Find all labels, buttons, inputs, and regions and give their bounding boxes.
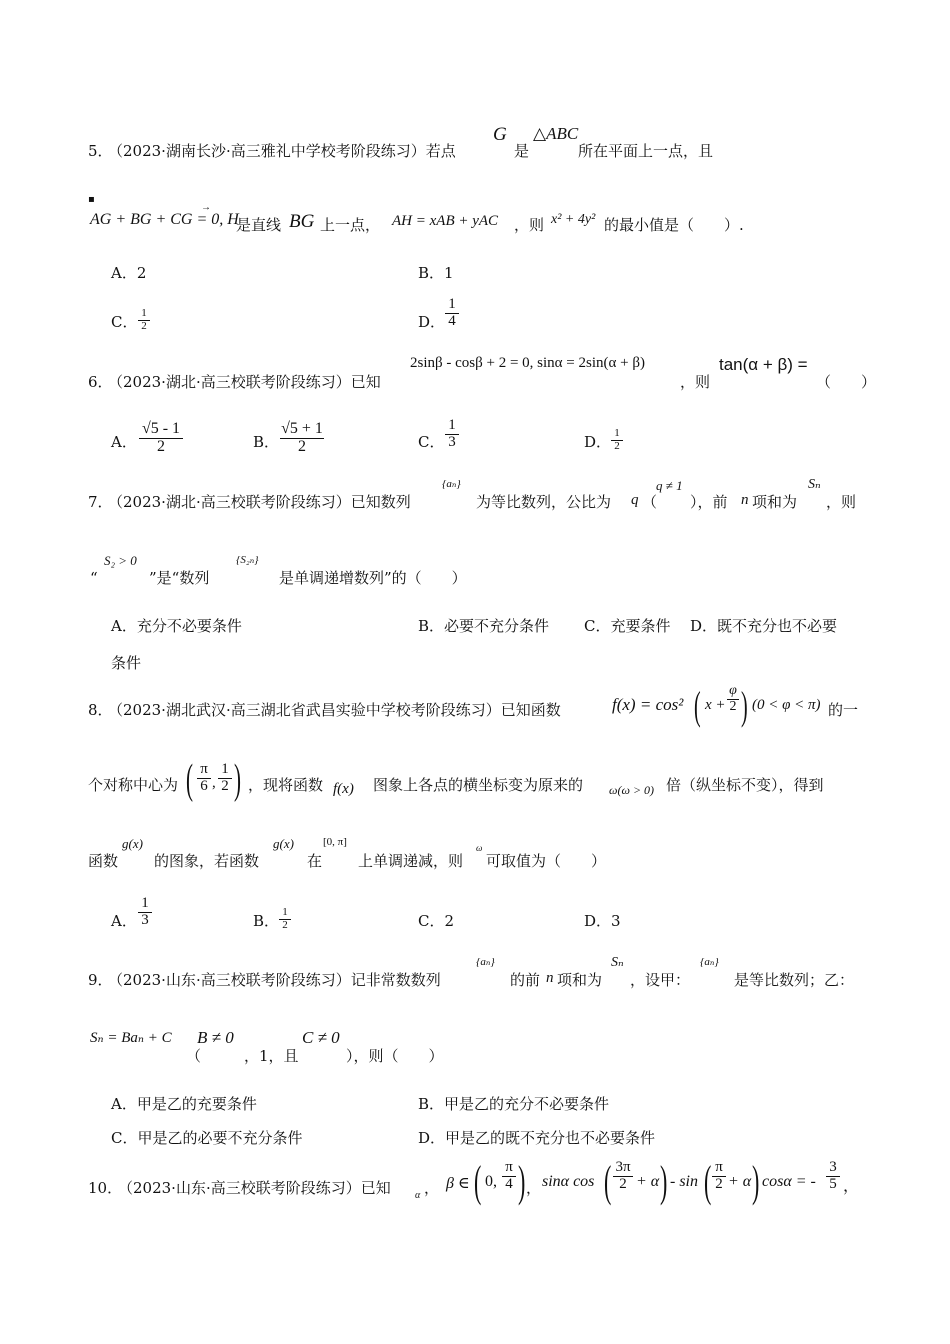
q6-option-c-label: C． (418, 433, 445, 451)
q9-paren-open: （ (186, 1047, 202, 1065)
q7-text-geometric: 为等比数列，公比为 (476, 493, 612, 511)
q7-q-ne-1: q ≠ 1 (656, 478, 683, 493)
q7-text-first: ），前 (690, 493, 728, 511)
q9-option-b[interactable]: B．甲是乙的充分不必要条件 (418, 1095, 610, 1113)
q9-text-sum: 项和为 (557, 971, 603, 989)
q5-number: 5． (88, 142, 113, 160)
q7-sn: Sₙ (808, 477, 821, 492)
q8-option-b-label: B． (253, 912, 280, 930)
q5-text-then: ，则 (514, 216, 545, 234)
q5-zero-vector-arrow: → (201, 202, 211, 213)
q7-text-sequence: ”是“数列 (149, 569, 210, 587)
q10-alpha: α (415, 1190, 421, 1201)
q8-range: (0 < φ < π) (752, 697, 821, 713)
q5-option-c-label: C． (111, 313, 138, 331)
q8-gx: g(x) (122, 836, 143, 851)
q10-plus-alpha-1: + α (636, 1173, 660, 1190)
q10-comma: ， (424, 1179, 440, 1197)
q6-text-then: ，则 (680, 373, 711, 391)
q8-source: （2023·湖北武汉·高三湖北省武昌实验中学校考阶段练习）已知函数 (108, 701, 561, 719)
q8-line2-c: 图象上各点的横坐标变为原来的 (373, 776, 584, 794)
q10-number: 10． (88, 1179, 123, 1197)
q8-omega: ω(ω > 0) (609, 783, 655, 797)
q5-option-d-fraction: $\frac{1}{4}$ (445, 297, 459, 330)
q8-option-a-label: A． (111, 912, 137, 930)
q6-target: tan(α + β) = (719, 355, 808, 374)
q8-line3-e: 可取值为（ ） (486, 852, 607, 870)
q5-option-c-fraction: $\frac{1}{2}$ (138, 308, 150, 332)
q10-cos-alpha: cosα = - (762, 1173, 816, 1190)
q5-bg: BG (289, 211, 315, 232)
q7-n: n (741, 492, 749, 508)
q6-source: （2023·湖北·高三校联考阶段练习）已知 (108, 373, 381, 391)
q7-s2-positive: S₂ > 0 (104, 553, 137, 568)
q9-text-1-and: ，1，且 (244, 1047, 299, 1065)
q10-paren-right-2: ) (752, 1157, 760, 1206)
q5-text-is: 是 (514, 142, 530, 160)
q8-center-x-fraction: $\frac{\pi}{6}$ (197, 762, 211, 795)
q8-phi-fraction: $\frac{\varphi}{2}$ (727, 684, 739, 714)
q7-option-d-continued: 条件 (111, 654, 142, 672)
q7-quote-open: “ (90, 569, 98, 587)
q5-expression: x² + 4y² (551, 212, 596, 227)
q8-paren-right: ) (741, 683, 748, 728)
q7-sequence-an: {aₙ} (442, 478, 461, 490)
q6-option-b-label: B． (253, 433, 280, 451)
q5-triangle-abc: △ABC (533, 124, 579, 143)
q9-option-c[interactable]: C．甲是乙的必要不充分条件 (111, 1129, 303, 1147)
q9-text-first: 的前 (510, 971, 541, 989)
q10-sin-cos: sinα cos (542, 1173, 595, 1190)
q8-option-a-fraction: $\frac{1}{3}$ (138, 896, 152, 929)
q8-line2-a: 个对称中心为 (88, 776, 179, 794)
q10-interval-start: 0, (485, 1173, 497, 1190)
q8-line3-b: 的图象，若函数 (154, 852, 260, 870)
q8-option-c[interactable]: C．2 (418, 912, 455, 930)
q10-paren-right-1: ) (660, 1157, 668, 1206)
q7-source: （2023·湖北·高三校联考阶段练习）已知数列 (108, 493, 411, 511)
q9-sequence-an-2: {aₙ} (700, 956, 719, 968)
q9-option-d[interactable]: D．甲是乙的既不充分也不必要条件 (418, 1129, 656, 1147)
q8-line2-b: ，现将函数 (248, 776, 324, 794)
q8-paren-left: ( (694, 683, 701, 728)
q5-dot-mark: ▪ (88, 194, 95, 205)
q6-paren: （ ） (816, 373, 877, 391)
q8-number: 8． (88, 701, 113, 719)
q10-source: （2023·山东·高三校联考阶段练习）已知 (118, 1179, 391, 1197)
q10-pi-over-2: $\frac{\pi}{2}$ (712, 1160, 726, 1193)
q7-q: q (631, 492, 639, 508)
q8-fx: f(x) (333, 781, 354, 797)
q5-option-a[interactable]: A．2 (111, 264, 147, 282)
q9-number: 9． (88, 971, 113, 989)
q9-text-yi: 是等比数列；乙： (734, 971, 855, 989)
q7-option-d[interactable]: D．既不充分也不必要 (690, 617, 838, 635)
q9-sequence-an: {aₙ} (476, 956, 495, 968)
q8-center-comma: , (212, 775, 216, 791)
q7-text-sum: 项和为 (752, 493, 798, 511)
q5-vector-equation: AG + BG + CG = 0, H (90, 211, 239, 228)
q6-condition: 2sinβ - cosβ + 2 = 0, sinα = 2sin(α + β) (410, 355, 645, 371)
q5-ah-equation: AH = xAB + yAC (392, 213, 499, 229)
q5-text-point: 上一点， (320, 216, 381, 234)
q8-center-paren-left: ( (186, 757, 193, 803)
q10-paren-left-1: ( (604, 1157, 612, 1206)
q10-interval-paren-right: ) (518, 1157, 526, 1206)
q10-end-comma: ， (843, 1178, 860, 1195)
q9-text-jia: ，设甲： (630, 971, 691, 989)
q7-text-increasing: 是单调递增数列”的（ ） (279, 569, 467, 587)
q6-option-c-fraction: $\frac{1}{3}$ (445, 418, 459, 451)
q7-option-a[interactable]: A．充分不必要条件 (111, 617, 242, 635)
q9-option-a[interactable]: A．甲是乙的充要条件 (111, 1095, 257, 1113)
q7-option-c[interactable]: C．充要条件 (584, 617, 671, 635)
q9-n: n (546, 970, 554, 986)
q8-option-b-fraction: $\frac{1}{2}$ (279, 907, 291, 931)
q9-sn: Sₙ (611, 955, 624, 970)
q10-beta-in: β ∈ (446, 1175, 470, 1192)
q8-gx-2: g(x) (273, 836, 294, 851)
q5-text-plane: 所在平面上一点，且 (578, 142, 714, 160)
q6-number: 6． (88, 373, 113, 391)
q10-interval-paren-left: ( (474, 1157, 482, 1206)
q5-text-line: 是直线 (236, 216, 282, 234)
q8-center-y-fraction: $\frac{1}{2}$ (218, 762, 232, 795)
q9-source: （2023·山东·高三校联考阶段练习）记非常数数列 (108, 971, 441, 989)
q8-interval: [0, π] (323, 836, 347, 848)
q7-paren-open: （ (642, 493, 658, 511)
q7-number: 7． (88, 493, 113, 511)
q9-b-ne-0: B ≠ 0 (197, 1028, 234, 1047)
q8-text-of: 的一 (828, 701, 859, 719)
q8-omega-2: ω (476, 843, 483, 853)
q8-line3-c: 在 (307, 852, 323, 870)
q8-line3-d: 上单调递减，则 (358, 852, 464, 870)
q6-option-d-fraction: $\frac{1}{2}$ (611, 428, 623, 452)
q9-c-ne-0: C ≠ 0 (302, 1028, 340, 1047)
q7-sequence-s2n: {S₂ₙ} (236, 554, 259, 566)
q6-option-b-fraction: $\frac{√5 + 1}{2}$ (281, 420, 323, 455)
q5-option-b[interactable]: B．1 (418, 264, 454, 282)
q6-option-a-label: A． (111, 433, 137, 451)
q5-point-g: G (493, 124, 507, 145)
q8-option-d[interactable]: D．3 (584, 912, 621, 930)
q8-center-paren-right: ) (234, 757, 241, 803)
q10-three-fifths: $\frac{3}{5}$ (826, 1160, 840, 1193)
q8-line2-d: 倍（纵坐标不变），得到 (666, 776, 824, 794)
q5-option-d-label: D． (418, 313, 446, 331)
q5-text-min: 的最小值是（ ）. (604, 216, 744, 234)
q7-option-b[interactable]: B．必要不充分条件 (418, 617, 550, 635)
q10-minus-sin: - sin (670, 1173, 698, 1190)
q6-option-d-label: D． (584, 433, 612, 451)
q7-text-then: ，则 (826, 493, 857, 511)
q8-line3-a: 函数 (88, 852, 119, 870)
q6-option-a-fraction: $\frac{√5 - 1}{2}$ (139, 421, 183, 456)
q8-x-plus: x + (705, 697, 726, 713)
q10-comma-2: ， (526, 1179, 542, 1197)
q10-paren-left-2: ( (704, 1157, 712, 1206)
q10-plus-alpha-2: + α (728, 1173, 752, 1190)
q9-text-then: ），则（ ） (346, 1047, 444, 1065)
q10-3pi-over-2: $\frac{3\pi}{2}$ (613, 1160, 633, 1193)
q10-pi-quarter: $\frac{\pi}{4}$ (502, 1160, 516, 1193)
q8-function: f(x) = cos² (612, 695, 684, 714)
q9-equation: Sₙ = Baₙ + C (90, 1030, 172, 1046)
q5-source: （2023·湖南长沙·高三雅礼中学校考阶段练习）若点 (108, 142, 456, 160)
